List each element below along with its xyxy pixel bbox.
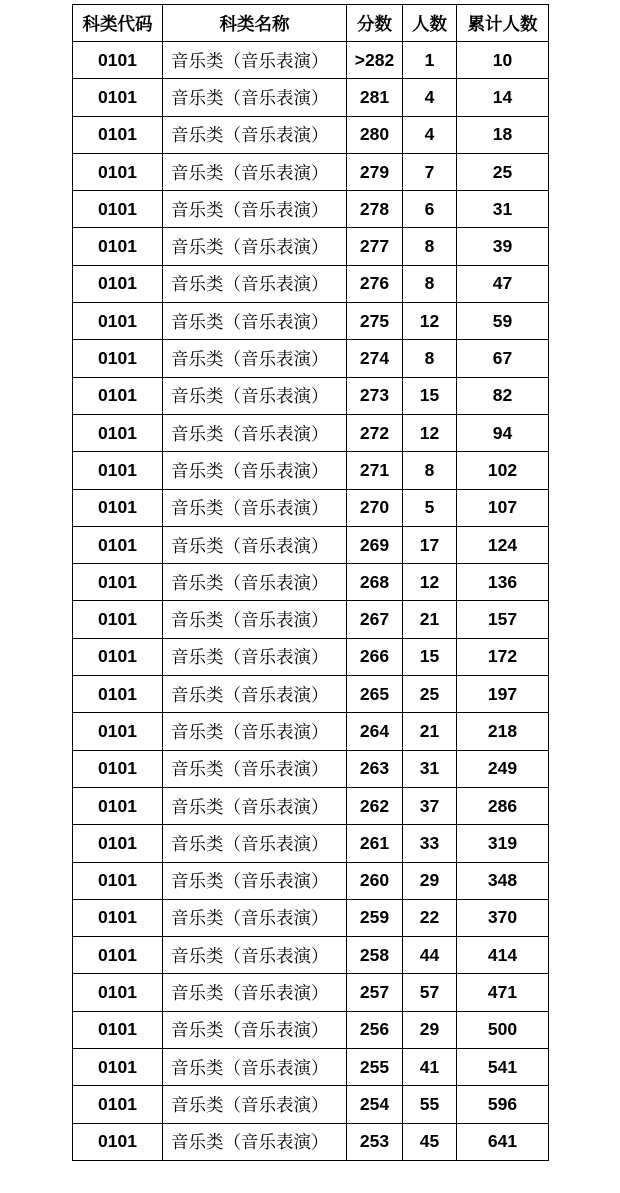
table-row [73,526,549,563]
cell-cumulative-count: 596 [457,1086,549,1123]
cell-score: 273 [347,377,403,414]
table-row [73,1086,549,1123]
cell-score: 274 [347,340,403,377]
table-row [73,489,549,526]
header-row [73,5,549,42]
cell-count: 12 [403,414,457,451]
cell-cumulative-count: 541 [457,1049,549,1086]
table-row [73,414,549,451]
cell-subject-name: 音乐类（音乐表演） [163,601,347,638]
cell-subject-code: 0101 [73,750,163,787]
cell-count: 25 [403,676,457,713]
cell-cumulative-count: 348 [457,862,549,899]
cell-subject-code: 0101 [73,787,163,824]
cell-subject-code: 0101 [73,676,163,713]
cell-subject-code: 0101 [73,153,163,190]
table-row [73,638,549,675]
table-body [73,42,549,1161]
cell-subject-name: 音乐类（音乐表演） [163,750,347,787]
cell-subject-code: 0101 [73,937,163,974]
table-row [73,265,549,302]
cell-subject-code: 0101 [73,713,163,750]
cell-count: 12 [403,303,457,340]
cell-subject-name: 音乐类（音乐表演） [163,676,347,713]
table-row [73,303,549,340]
cell-count: 4 [403,79,457,116]
cell-count: 8 [403,452,457,489]
cell-cumulative-count: 249 [457,750,549,787]
table-row [73,564,549,601]
cell-subject-name: 音乐类（音乐表演） [163,713,347,750]
table-row [73,1049,549,1086]
cell-count: 21 [403,601,457,638]
cell-cumulative-count: 107 [457,489,549,526]
table-header [73,5,549,42]
cell-subject-name: 音乐类（音乐表演） [163,1086,347,1123]
table-row [73,340,549,377]
cell-cumulative-count: 197 [457,676,549,713]
cell-score: 261 [347,825,403,862]
cell-cumulative-count: 157 [457,601,549,638]
cell-subject-code: 0101 [73,1123,163,1160]
cell-score: 265 [347,676,403,713]
cell-score: 255 [347,1049,403,1086]
cell-cumulative-count: 286 [457,787,549,824]
cell-score: 277 [347,228,403,265]
table-row [73,191,549,228]
cell-subject-name: 音乐类（音乐表演） [163,564,347,601]
cell-count: 57 [403,974,457,1011]
cell-count: 15 [403,377,457,414]
cell-subject-code: 0101 [73,377,163,414]
cell-score: 278 [347,191,403,228]
cell-count: 15 [403,638,457,675]
cell-cumulative-count: 319 [457,825,549,862]
cell-subject-code: 0101 [73,191,163,228]
cell-cumulative-count: 10 [457,42,549,79]
cell-score: 256 [347,1011,403,1048]
cell-subject-name: 音乐类（音乐表演） [163,526,347,563]
cell-cumulative-count: 18 [457,116,549,153]
cell-count: 8 [403,265,457,302]
cell-subject-code: 0101 [73,825,163,862]
cell-subject-code: 0101 [73,414,163,451]
cell-subject-code: 0101 [73,638,163,675]
cell-score: 257 [347,974,403,1011]
cell-subject-name: 音乐类（音乐表演） [163,638,347,675]
cell-subject-code: 0101 [73,1049,163,1086]
cell-count: 21 [403,713,457,750]
cell-subject-code: 0101 [73,340,163,377]
cell-cumulative-count: 31 [457,191,549,228]
cell-count: 44 [403,937,457,974]
cell-score: 262 [347,787,403,824]
cell-subject-code: 0101 [73,1086,163,1123]
cell-subject-code: 0101 [73,564,163,601]
cell-cumulative-count: 136 [457,564,549,601]
table-row [73,79,549,116]
cell-score: 275 [347,303,403,340]
cell-count: 6 [403,191,457,228]
cell-subject-code: 0101 [73,974,163,1011]
cell-count: 29 [403,1011,457,1048]
cell-count: 8 [403,228,457,265]
table-row [73,787,549,824]
cell-cumulative-count: 641 [457,1123,549,1160]
cell-score: 269 [347,526,403,563]
header-cumulative-count: 累计人数 [457,5,549,42]
cell-cumulative-count: 124 [457,526,549,563]
cell-score: 254 [347,1086,403,1123]
cell-cumulative-count: 102 [457,452,549,489]
cell-subject-name: 音乐类（音乐表演） [163,452,347,489]
cell-subject-code: 0101 [73,79,163,116]
table-row [73,1123,549,1160]
cell-cumulative-count: 218 [457,713,549,750]
cell-cumulative-count: 172 [457,638,549,675]
header-score: 分数 [347,5,403,42]
cell-cumulative-count: 500 [457,1011,549,1048]
cell-count: 37 [403,787,457,824]
cell-score: >282 [347,42,403,79]
cell-subject-code: 0101 [73,228,163,265]
cell-subject-code: 0101 [73,899,163,936]
cell-subject-code: 0101 [73,489,163,526]
cell-score: 267 [347,601,403,638]
cell-subject-code: 0101 [73,862,163,899]
cell-cumulative-count: 39 [457,228,549,265]
cell-subject-code: 0101 [73,452,163,489]
cell-score: 281 [347,79,403,116]
cell-subject-code: 0101 [73,303,163,340]
cell-subject-name: 音乐类（音乐表演） [163,153,347,190]
table-row [73,713,549,750]
cell-count: 4 [403,116,457,153]
cell-count: 29 [403,862,457,899]
cell-subject-name: 音乐类（音乐表演） [163,377,347,414]
cell-subject-name: 音乐类（音乐表演） [163,79,347,116]
cell-score: 264 [347,713,403,750]
cell-cumulative-count: 471 [457,974,549,1011]
cell-score: 276 [347,265,403,302]
cell-subject-code: 0101 [73,1011,163,1048]
cell-cumulative-count: 94 [457,414,549,451]
cell-count: 5 [403,489,457,526]
cell-subject-name: 音乐类（音乐表演） [163,974,347,1011]
cell-cumulative-count: 82 [457,377,549,414]
cell-subject-name: 音乐类（音乐表演） [163,787,347,824]
cell-score: 259 [347,899,403,936]
cell-subject-code: 0101 [73,42,163,79]
cell-subject-code: 0101 [73,526,163,563]
cell-count: 45 [403,1123,457,1160]
table-row [73,377,549,414]
cell-cumulative-count: 47 [457,265,549,302]
cell-count: 41 [403,1049,457,1086]
cell-score: 263 [347,750,403,787]
table-row [73,153,549,190]
table-row [73,452,549,489]
table-row [73,42,549,79]
cell-cumulative-count: 14 [457,79,549,116]
cell-subject-name: 音乐类（音乐表演） [163,1123,347,1160]
table-row [73,601,549,638]
cell-subject-name: 音乐类（音乐表演） [163,116,347,153]
cell-count: 1 [403,42,457,79]
cell-cumulative-count: 67 [457,340,549,377]
cell-count: 17 [403,526,457,563]
cell-subject-name: 音乐类（音乐表演） [163,303,347,340]
cell-cumulative-count: 59 [457,303,549,340]
cell-subject-name: 音乐类（音乐表演） [163,228,347,265]
table-row [73,825,549,862]
table-row [73,899,549,936]
cell-subject-name: 音乐类（音乐表演） [163,340,347,377]
cell-subject-name: 音乐类（音乐表演） [163,489,347,526]
cell-count: 22 [403,899,457,936]
table-row [73,750,549,787]
cell-score: 270 [347,489,403,526]
cell-cumulative-count: 414 [457,937,549,974]
table-row [73,1011,549,1048]
cell-subject-name: 音乐类（音乐表演） [163,414,347,451]
cell-count: 7 [403,153,457,190]
header-subject-code: 科类代码 [73,5,163,42]
cell-score: 253 [347,1123,403,1160]
table-row [73,116,549,153]
cell-score: 268 [347,564,403,601]
cell-score: 260 [347,862,403,899]
cell-subject-name: 音乐类（音乐表演） [163,191,347,228]
cell-subject-code: 0101 [73,265,163,302]
cell-subject-code: 0101 [73,601,163,638]
cell-score: 258 [347,937,403,974]
cell-count: 12 [403,564,457,601]
header-subject-name: 科类名称 [163,5,347,42]
cell-count: 31 [403,750,457,787]
cell-count: 55 [403,1086,457,1123]
table-row [73,862,549,899]
cell-score: 280 [347,116,403,153]
cell-subject-name: 音乐类（音乐表演） [163,1049,347,1086]
table-row [73,228,549,265]
cell-score: 271 [347,452,403,489]
cell-subject-name: 音乐类（音乐表演） [163,1011,347,1048]
table-row [73,676,549,713]
cell-subject-name: 音乐类（音乐表演） [163,42,347,79]
score-distribution-table [72,4,549,1161]
cell-subject-code: 0101 [73,116,163,153]
cell-subject-name: 音乐类（音乐表演） [163,825,347,862]
table-row [73,974,549,1011]
cell-score: 279 [347,153,403,190]
cell-cumulative-count: 370 [457,899,549,936]
table-row [73,937,549,974]
cell-score: 272 [347,414,403,451]
cell-subject-name: 音乐类（音乐表演） [163,862,347,899]
cell-cumulative-count: 25 [457,153,549,190]
cell-count: 33 [403,825,457,862]
cell-count: 8 [403,340,457,377]
cell-score: 266 [347,638,403,675]
cell-subject-name: 音乐类（音乐表演） [163,899,347,936]
cell-subject-name: 音乐类（音乐表演） [163,265,347,302]
cell-subject-name: 音乐类（音乐表演） [163,937,347,974]
header-count: 人数 [403,5,457,42]
